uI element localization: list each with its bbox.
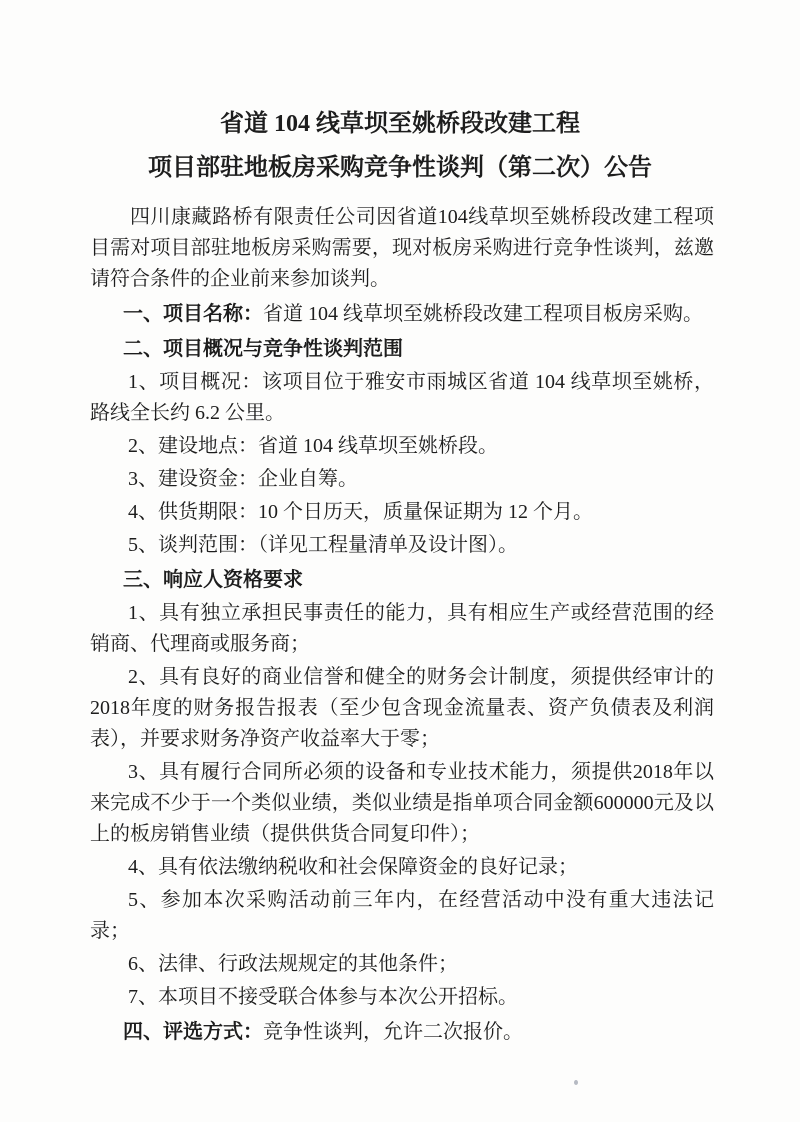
item-text: 3、具有履行合同所必须的设备和专业技术能力，须提供2018年以来完成不少于一个类似业绩，类似业绩是指单项合同金额600000元及以上的板房销售业绩（提供供货合同复印件）； [90, 761, 714, 845]
section-4-value: 竞争性谈判，允许二次报价。 [263, 1021, 523, 1043]
title-line-1: 省道 104 线草坝至姚桥段改建工程 [220, 111, 580, 137]
section-3-label: 三、响应人资格要求 [123, 569, 303, 591]
item-text: 5、参加本次采购活动前三年内，在经营活动中没有重大违法记录； [90, 889, 714, 942]
title-line-2: 项目部驻地板房采购竞争性谈判（第二次）公告 [148, 155, 652, 181]
item-text: 1、具有独立承担民事责任的能力，具有相应生产或经营范围的经销商、代理商或服务商； [90, 602, 714, 655]
item-text: 5、谈判范围：（详见工程量清单及设计图）。 [128, 534, 518, 556]
item-2-4-delivery-period [90, 497, 714, 528]
item-3-5-no-violation-record [90, 885, 714, 947]
item-2-2-location [90, 431, 714, 462]
item-3-1-civil-liability [90, 598, 714, 660]
section-3-heading [90, 565, 714, 596]
item-text: 1、项目概况：该项目位于雅安市雨城区省道 104 线草坝至姚桥，路线全长约 6.2 公里。 [90, 371, 714, 424]
item-2-1-project-overview [90, 367, 714, 429]
item-2-5-negotiation-scope [90, 530, 714, 561]
item-text: 2、具有良好的商业信誉和健全的财务会计制度，须提供经审计的 2018年度的财务报告报表（至少包含现金流量表、资产负债表及利润表），并要求财务净资产收益率大于零； [90, 666, 714, 750]
section-2-heading [90, 334, 714, 365]
section-4-selection-method [90, 1017, 714, 1048]
item-3-7-no-consortium [90, 982, 714, 1013]
section-1-label: 一、项目名称： [123, 303, 263, 325]
document-title [0, 102, 800, 190]
document-body [90, 202, 714, 1048]
item-3-4-tax-social-security [90, 852, 714, 883]
section-1-project-name [90, 299, 714, 330]
item-3-2-financial-credit [90, 662, 714, 755]
intro-text: 四川康藏路桥有限责任公司因省道104线草坝至姚桥段改建工程项目需对项目部驻地板房采购需要，现对板房采购进行竞争性谈判，兹邀请符合条件的企业前来参加谈判。 [90, 206, 714, 290]
item-3-3-similar-performance [90, 757, 714, 850]
item-2-3-funding [90, 464, 714, 495]
section-4-label: 四、评选方式： [123, 1021, 263, 1043]
intro-paragraph [90, 202, 714, 295]
item-text: 6、法律、行政法规规定的其他条件； [128, 953, 458, 975]
scan-speck-artifact [574, 1080, 578, 1085]
section-1-value: 省道 104 线草坝至姚桥段改建工程项目板房采购。 [263, 303, 703, 325]
item-text: 7、本项目不接受联合体参与本次公开招标。 [128, 986, 518, 1008]
item-text: 4、供货期限：10 个日历天，质量保证期为 12 个月。 [128, 501, 593, 523]
item-3-6-other-conditions [90, 949, 714, 980]
item-text: 4、具有依法缴纳税收和社会保障资金的良好记录； [128, 856, 578, 878]
item-text: 2、建设地点：省道 104 线草坝至姚桥段。 [128, 435, 498, 457]
item-text: 3、建设资金：企业自筹。 [128, 468, 358, 490]
section-2-label: 二、项目概况与竞争性谈判范围 [123, 338, 403, 360]
